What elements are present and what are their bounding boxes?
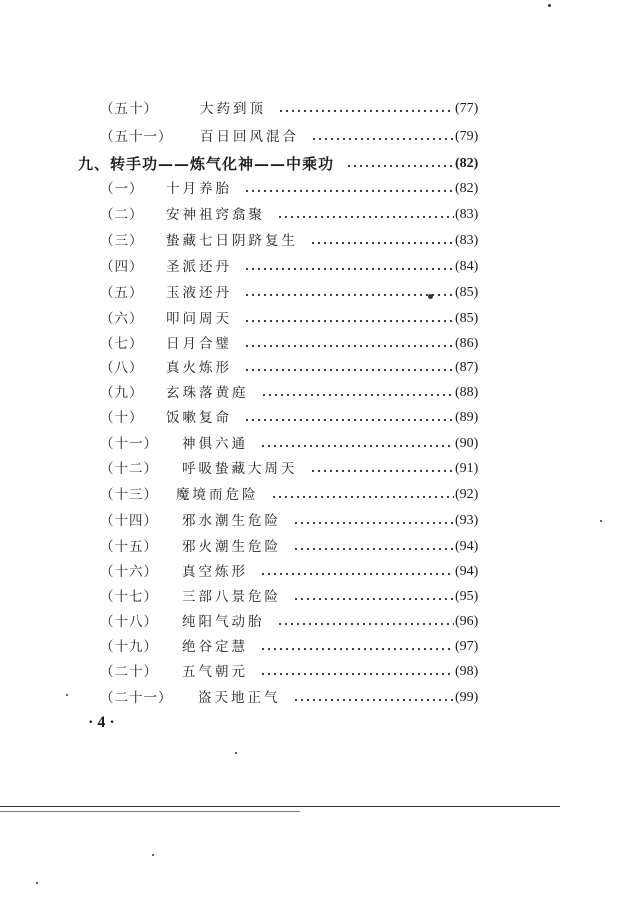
entry-page: (90) [455,436,479,451]
toc-entry [0,356,624,380]
scan-speck [66,694,68,696]
entry-number: （二） [100,207,144,223]
dot-leader [244,345,454,347]
toc-entry [0,560,624,584]
dot-leader [244,294,454,296]
toc-entry [0,332,624,356]
bottom-rule [0,806,560,807]
scan-speck [548,4,551,7]
toc-entry [0,483,624,507]
dot-leader [311,138,454,140]
entry-page: (91) [455,461,479,476]
scan-speck [235,752,237,754]
entry-title: 日月合璧 [166,336,232,352]
entry-page: (97) [455,639,479,654]
entry-number: （十七） [100,589,158,605]
entry-page: (85) [455,285,479,300]
entry-page: (99) [455,690,479,705]
entry-page: (87) [455,360,479,375]
entry-page: (92) [455,487,479,502]
entry-number: （五） [100,285,144,301]
dot-leader [310,242,454,244]
entry-page: (83) [455,233,479,248]
entry-page: (82) [455,181,479,196]
entry-number: （十八） [100,614,158,630]
entry-number: （五十） [100,101,158,117]
entry-number: （一） [100,181,144,197]
entry-page: (79) [455,129,479,144]
entry-number: （九） [100,385,144,401]
entry-title: 蛰藏七日阴跻复生 [166,233,298,249]
entry-title: 安神祖窍翕聚 [166,207,265,223]
dot-leader [244,190,454,192]
toc-entry [0,125,624,149]
toc-entry [0,255,624,279]
toc-entry [0,432,624,456]
entry-page: (95) [455,589,479,604]
entry-title: 真火炼形 [166,360,232,376]
dot-leader [278,110,454,112]
toc-entry [0,635,624,659]
entry-number: （十三） [100,487,158,503]
scan-speck [428,294,433,299]
scan-speck [152,854,154,856]
toc-entry [0,381,624,405]
scan-speck [600,520,602,522]
toc-entry [0,535,624,559]
dot-leader [261,394,454,396]
entry-title: 百日回风混合 [200,129,299,145]
entry-title: 盗天地正气 [198,690,281,706]
dot-leader [277,216,454,218]
toc-entry [0,585,624,609]
dot-leader [244,369,454,371]
entry-page: (86) [455,336,479,351]
entry-number: （十五） [100,539,158,555]
entry-title: 邪水潮生危险 [182,513,281,529]
entry-page: (94) [455,564,479,579]
dot-leader [244,419,454,421]
entry-page: (94) [455,539,479,554]
dot-leader [293,548,454,550]
toc-entry [0,281,624,305]
entry-page: (83) [455,207,479,222]
toc-entry [0,509,624,533]
toc-chapter-entry [0,152,624,176]
entry-title: 纯阳气动胎 [182,614,265,630]
entry-page: (84) [455,259,479,274]
entry-number: （十九） [100,639,158,655]
dot-leader [244,268,454,270]
entry-title: 神俱六通 [182,436,248,452]
entry-title: 邪火潮生危险 [182,539,281,555]
dot-leader [293,522,454,524]
entry-title: 魔境而危险 [176,487,259,503]
chapter-title: 转手功——炼气化神——中乘功 [110,155,335,173]
dot-leader [346,165,454,167]
entry-page: (96) [455,614,479,629]
dot-leader [260,648,454,650]
entry-number: （三） [100,233,144,249]
toc-entry [0,177,624,201]
entry-title: 三部八景危险 [182,589,281,605]
entry-page: (98) [455,664,479,679]
dot-leader [260,445,454,447]
toc-entry [0,97,624,121]
dot-leader [244,320,454,322]
dot-leader [260,673,454,675]
entry-title: 玉液还丹 [166,285,232,301]
entry-number: （十四） [100,513,158,529]
toc-entry [0,686,624,710]
chapter-number: 九、 [78,155,111,173]
entry-page: (77) [455,101,479,116]
entry-page: (93) [455,513,479,528]
entry-number: （四） [100,259,144,275]
toc-entry [0,229,624,253]
dot-leader [260,573,454,575]
entry-number: （二十） [100,664,158,680]
page-number: · 4 · [88,714,115,731]
entry-number: （六） [100,311,144,327]
toc-entry [0,457,624,481]
entry-title: 五气朝元 [182,664,248,680]
entry-number: （五十一） [100,129,173,145]
bottom-rule-thin [0,811,300,812]
dot-leader [293,699,454,701]
entry-page: (89) [455,410,479,425]
entry-number: （十六） [100,564,158,580]
dot-leader [310,470,454,472]
entry-title: 饭嗽复命 [166,410,232,426]
dot-leader [277,623,454,625]
toc-entry [0,406,624,430]
toc-entry [0,610,624,634]
entry-number: （十二） [100,461,158,477]
entry-title: 呼吸蛰藏大周天 [182,461,298,477]
entry-page: (88) [455,385,479,400]
entry-page: (85) [455,311,479,326]
entry-title: 大药到顶 [200,101,266,117]
entry-number: （十） [100,410,144,426]
entry-title: 叩问周天 [166,311,232,327]
entry-number: （七） [100,336,144,352]
entry-number: （十一） [100,436,158,452]
dot-leader [293,598,454,600]
scan-speck [36,882,38,884]
entry-title: 玄珠落黄庭 [166,385,249,401]
toc-entry [0,203,624,227]
entry-number: （八） [100,360,144,376]
entry-title: 圣派还丹 [166,259,232,275]
entry-page: (82) [455,156,479,171]
entry-title: 绝谷定慧 [182,639,248,655]
entry-title: 真空炼形 [182,564,248,580]
toc-entry [0,660,624,684]
dot-leader [271,496,454,498]
toc-entry [0,307,624,331]
entry-title: 十月养胎 [166,181,232,197]
entry-number: （二十一） [100,690,173,706]
